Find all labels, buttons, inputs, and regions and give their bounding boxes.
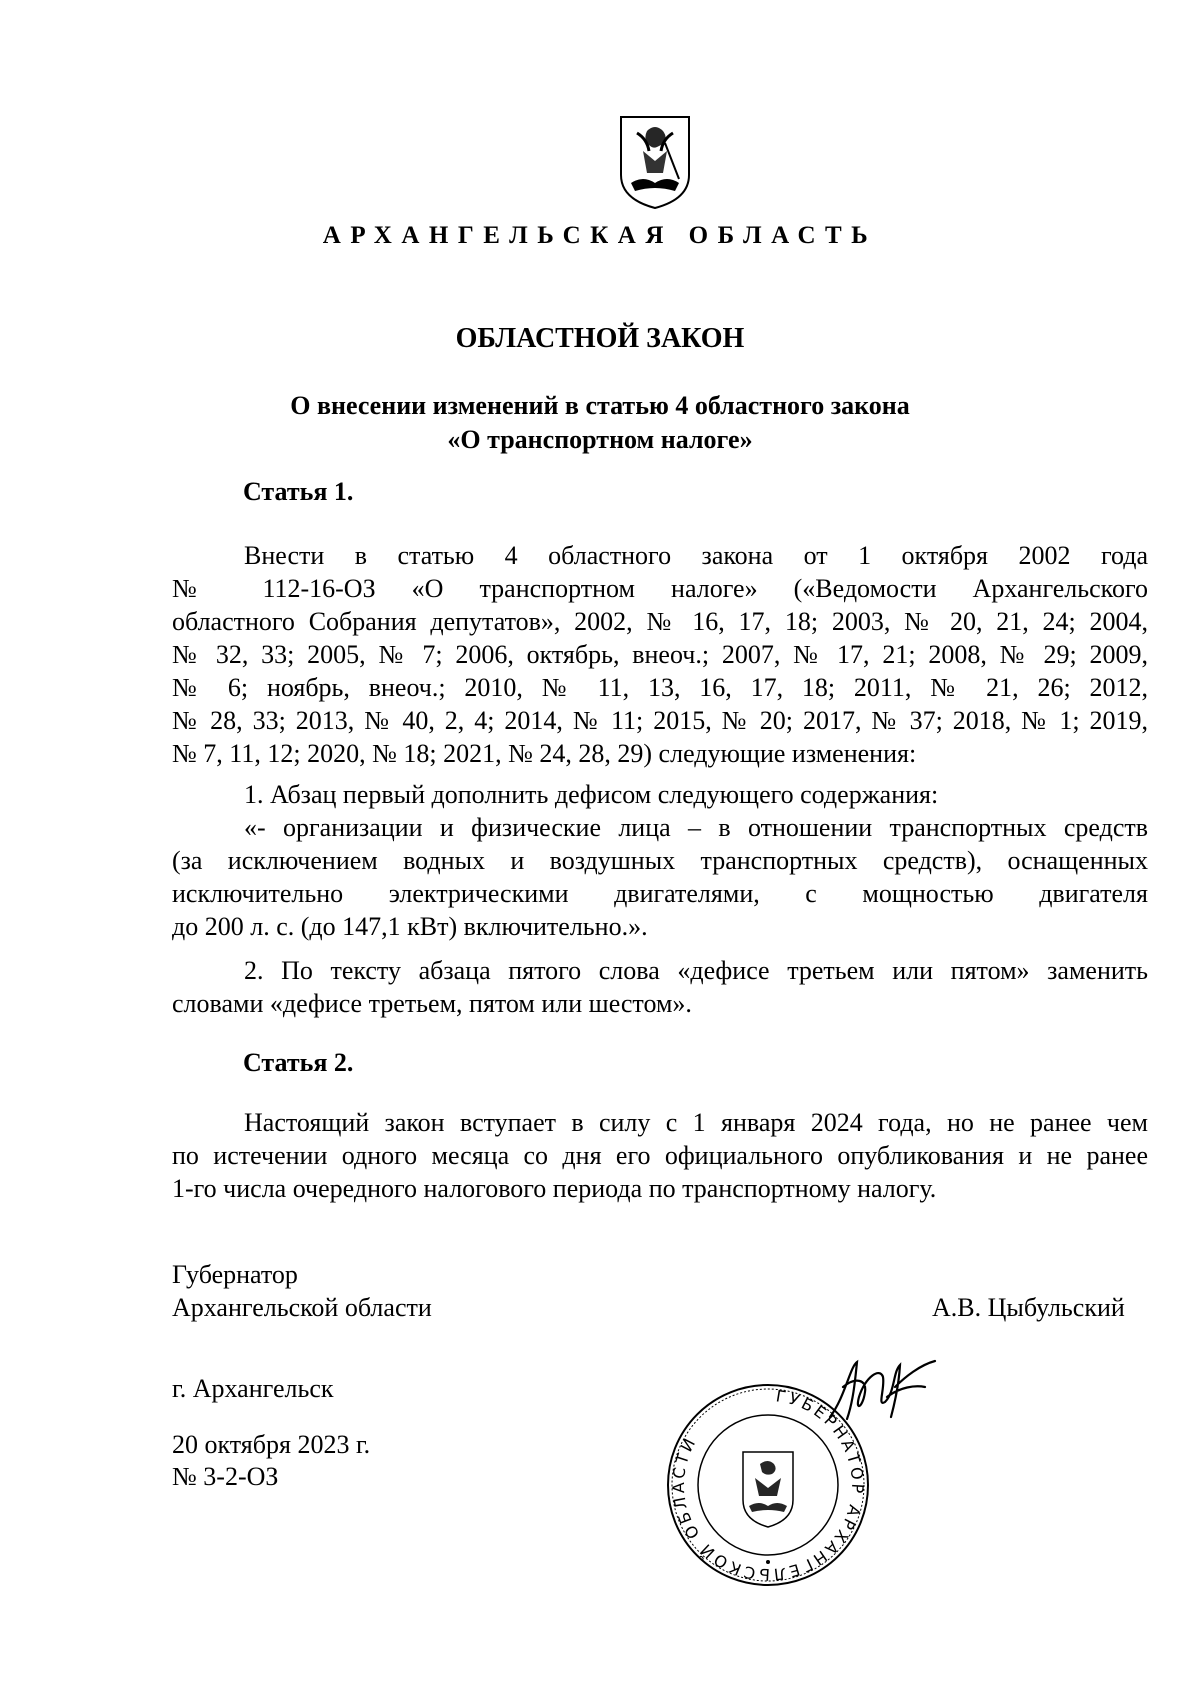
- document-type: ОБЛАСТНОЙ ЗАКОН: [455, 323, 745, 354]
- text-line: до 200 л. с. (до 147,1 кВт) включительно.».: [172, 912, 648, 941]
- document-title-line: «О транспортном налоге»: [447, 425, 753, 454]
- text-line: № 32, 33; 2005, № 7; 2006, октябрь, внеоч.; 2007, № 17, 21; 2008, № 29; 2009,: [172, 640, 1148, 669]
- text-line: словами «дефисе третьем, пятом или шестом».: [172, 989, 692, 1018]
- text-line: Настоящий закон вступает в силу с 1 января 2024 года, но не ранее чем: [244, 1108, 1148, 1137]
- text-line: 2. По тексту абзаца пятого слова «дефисе третьем или пятом» заменить: [244, 956, 1148, 985]
- text-line: № 6; ноябрь, внеоч.; 2010, № 11, 13, 16, 17, 18; 2011, № 21, 26; 2012,: [172, 673, 1148, 702]
- coat-of-arms-emblem: [617, 113, 693, 211]
- text-line: (за исключением водных и воздушных транспортных средств), оснащенных: [172, 846, 1148, 875]
- article-1-heading: Статья 1.: [243, 477, 354, 506]
- text-line: по истечении одного месяца со дня его официального опубликования и не ранее: [172, 1141, 1148, 1170]
- text-line: № 7, 11, 12; 2020, № 18; 2021, № 24, 28, 29) следующие изменения:: [172, 739, 917, 768]
- document-date: 20 октября 2023 г.: [172, 1430, 371, 1459]
- city: г. Архангельск: [172, 1374, 334, 1403]
- article-2-text: [172, 1106, 1148, 1205]
- document-number: № 3-2-ОЗ: [172, 1462, 279, 1491]
- seal-text: ГУБЕРНАТОР АРХАНГЕЛЬСКОЙ ОБЛАСТИ: [668, 1386, 868, 1585]
- article-1-intro: [172, 539, 1148, 770]
- text-line: 1. Абзац первый дополнить дефисом следующего содержания:: [244, 780, 939, 809]
- text-line: № 28, 33; 2013, № 40, 2, 4; 2014, № 11; 2015, № 20; 2017, № 37; 2018, № 1; 2019,: [172, 706, 1148, 735]
- text-line: 1-го числа очередного налогового периода по транспортному налогу.: [172, 1174, 937, 1203]
- signatory-position: Губернатор: [172, 1260, 298, 1289]
- article-1-item-2: [172, 954, 1148, 1020]
- article-2-heading: Статья 2.: [243, 1048, 354, 1077]
- region-title: АРХАНГЕЛЬСКАЯ ОБЛАСТЬ: [322, 222, 878, 249]
- signatory-name: А.В. Цыбульский: [932, 1293, 1125, 1322]
- text-line: областного Собрания депутатов», 2002, № 16, 17, 18; 2003, № 20, 21, 24; 2004,: [172, 607, 1148, 636]
- document-title-line: О внесении изменений в статью 4 областного закона: [290, 391, 910, 420]
- handwritten-signature: [825, 1357, 940, 1427]
- signatory-region: Архангельской области: [172, 1293, 432, 1322]
- document-title: [0, 389, 1200, 457]
- text-line: № 112-16-ОЗ «О транспортном налоге» («Ведомости Архангельского: [172, 574, 1148, 603]
- text-line: исключительно электрическими двигателями, с мощностью двигателя: [172, 879, 1148, 908]
- text-line: Внести в статью 4 областного закона от 1 октября 2002 года: [244, 541, 1148, 570]
- article-1-item-1: [172, 778, 1148, 943]
- text-line: «- организации и физические лица – в отношении транспортных средств: [244, 813, 1148, 842]
